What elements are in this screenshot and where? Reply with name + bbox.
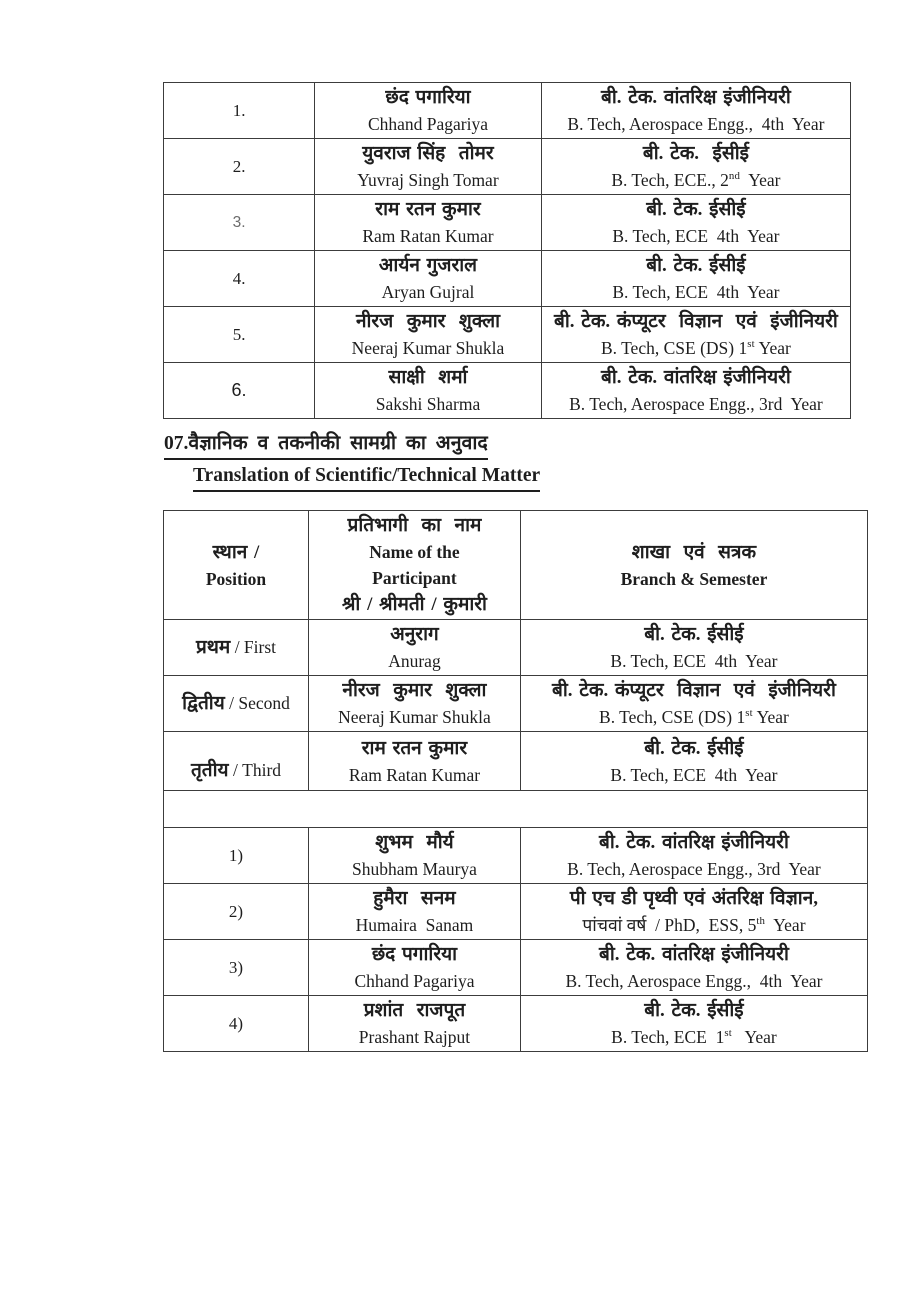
name-english: Chhand Pagariya (354, 971, 475, 991)
position-english: / First (230, 637, 277, 657)
branch-hindi: बी. टेक. वांतरिक्ष इंजीनियरी (600, 367, 791, 388)
branch-english: B. Tech, ECE., 2nd Year (611, 170, 781, 190)
branch-hindi: बी. टेक. ईसीई (644, 1000, 744, 1021)
branch-hindi: बी. टेक. ईसीई (644, 624, 744, 645)
branch-hindi: बी. टेक. वांतरिक्ष इंजीनियरी (599, 832, 789, 853)
branch-header-hindi: शाखा एवं सत्रक (631, 541, 757, 563)
branch-hindi: बी. टेक. वांतरिक्ष इंजीनियरी (600, 87, 791, 108)
name-english: Ram Ratan Kumar (348, 764, 481, 785)
branch-english: B. Tech, ECE 4th Year (612, 282, 780, 302)
name-english: Chhand Pagariya (367, 114, 488, 134)
name-hindi: शुभम मौर्य (375, 832, 454, 853)
name-cell (315, 139, 542, 195)
name-cell (315, 307, 542, 363)
table-row (164, 307, 851, 363)
name-hindi: युवराज सिंह तोमर (362, 143, 494, 164)
branch-cell (520, 996, 867, 1052)
branch-english: B. Tech, ECE 1st Year (611, 1027, 777, 1047)
name-english: Sakshi Sharma (375, 394, 481, 414)
name-hindi: प्रशांत राजपूत (363, 1000, 466, 1021)
position-hindi: द्वितीय (182, 693, 225, 714)
name-cell (315, 251, 542, 307)
branch-english: B. Tech, ECE 4th Year (612, 226, 780, 246)
name-hindi: नीरज कुमार शुक्ला (355, 311, 500, 332)
branch-cell (520, 884, 867, 940)
name-cell (309, 940, 521, 996)
name-hindi: अनुराग (390, 624, 439, 645)
table-row (164, 83, 851, 139)
name-english: Anurag (388, 651, 441, 671)
branch-english: B. Tech, ECE 4th Year (610, 651, 778, 671)
participant-header-cell (309, 511, 521, 620)
serial-cell: 5. (164, 307, 315, 363)
name-hindi: छंद पगारिया (371, 944, 458, 965)
position-english: / Second (224, 693, 290, 713)
branch-hindi: बी. टेक. वांतरिक्ष इंजीनियरी (599, 944, 789, 965)
name-cell (309, 884, 521, 940)
serial-cell: 3. (164, 195, 315, 251)
branch-hindi: बी. टेक. ईसीई (642, 143, 749, 164)
section-number: 07. (164, 433, 189, 454)
branch-hindi: बी. टेक. कंप्यूटर विज्ञान एवं इंजीनियरी (553, 311, 838, 332)
section-title-hindi-text: वैज्ञानिक व तकनीकी सामग्री का अनुवाद (188, 433, 488, 454)
name-cell (315, 363, 542, 419)
section-title-hindi (164, 430, 540, 460)
name-hindi: राम रतन कुमार (361, 737, 468, 759)
table-row (164, 828, 868, 884)
branch-english: B. Tech, Aerospace Engg., 3rd Year (567, 859, 821, 879)
table-row (164, 251, 851, 307)
name-english: Neeraj Kumar Shukla (338, 707, 491, 727)
name-hindi: राम रतन कुमार (375, 199, 481, 220)
section-title-english-text: Translation of Scientific/Technical Matter (193, 463, 540, 492)
branch-cell (520, 676, 867, 732)
serial-cell: 2) (164, 884, 309, 940)
position-cell (164, 732, 309, 791)
name-hindi: हुमैरा सनम (373, 888, 456, 909)
name-hindi: छंद पगारिया (385, 87, 471, 108)
branch-cell (520, 732, 867, 791)
name-cell (309, 732, 521, 791)
participant-header-honorifics: श्री / श्रीमती / कुमारी (341, 594, 487, 615)
name-hindi: साक्षी शर्मा (388, 367, 468, 388)
name-english: Neeraj Kumar Shukla (351, 338, 505, 358)
spacer-cell (164, 791, 868, 828)
name-english: Ram Ratan Kumar (362, 226, 494, 246)
branch-hindi: बी. टेक. ईसीई (646, 199, 746, 220)
position-cell (164, 620, 309, 676)
results-table-header-row (164, 511, 868, 620)
table-row (164, 363, 851, 419)
branch-cell (541, 251, 850, 307)
name-english: Prashant Rajput (358, 1027, 471, 1047)
table-row (164, 676, 868, 732)
branch-english: पांचवां वर्ष / PhD, ESS, 5th Year (582, 915, 806, 935)
position-header-hindi: स्थान / (212, 541, 260, 563)
branch-header-cell (520, 511, 867, 620)
serial-cell: 6. (164, 363, 315, 419)
branch-cell (520, 940, 867, 996)
name-english: Yuvraj Singh Tomar (357, 170, 499, 190)
branch-cell (520, 620, 867, 676)
branch-english: B. Tech, Aerospace Engg., 3rd Year (569, 394, 823, 414)
branch-hindi: बी. टेक. कंप्यूटर विज्ञान एवं इंजीनियरी (552, 680, 836, 701)
table-row (164, 732, 868, 791)
branch-english: B. Tech, Aerospace Engg., 4th Year (565, 971, 823, 991)
branch-header-english: Branch & Semester (620, 568, 768, 589)
name-hindi: आर्यन गुजराल (378, 255, 478, 276)
serial-cell: 4) (164, 996, 309, 1052)
branch-cell (541, 139, 850, 195)
table-row (164, 195, 851, 251)
serial-cell: 2. (164, 139, 315, 195)
position-header-cell (164, 511, 309, 620)
participants-table-top (163, 82, 851, 419)
branch-english: B. Tech, CSE (DS) 1st Year (599, 707, 789, 727)
table-row (164, 884, 868, 940)
branch-english: B. Tech, Aerospace Engg., 4th Year (567, 114, 825, 134)
branch-hindi: बी. टेक. ईसीई (646, 255, 746, 276)
serial-cell: 1) (164, 828, 309, 884)
section-title-english (164, 463, 540, 492)
branch-cell (541, 83, 850, 139)
table-row (164, 620, 868, 676)
serial-cell: 4. (164, 251, 315, 307)
name-cell (315, 195, 542, 251)
name-cell (309, 620, 521, 676)
section-heading (164, 430, 540, 492)
name-english: Humaira Sanam (355, 915, 474, 935)
name-cell (309, 828, 521, 884)
name-cell (315, 83, 542, 139)
name-cell (309, 996, 521, 1052)
participant-header-english-2: Participant (372, 568, 457, 588)
position-hindi: प्रथम (195, 637, 231, 658)
spacer-row (164, 791, 868, 828)
branch-hindi: पी एच डी पृथ्वी एवं अंतरिक्ष विज्ञान, (569, 888, 818, 909)
participant-header-english-1: Name of the (369, 542, 460, 562)
branch-cell (520, 828, 867, 884)
branch-english: B. Tech, ECE 4th Year (610, 764, 778, 785)
name-cell (309, 676, 521, 732)
position-hindi: तृतीय (190, 760, 229, 781)
serial-cell: 3) (164, 940, 309, 996)
name-english: Aryan Gujral (381, 282, 475, 302)
table-row (164, 996, 868, 1052)
position-header-english: Position (205, 568, 267, 589)
branch-english: B. Tech, CSE (DS) 1st Year (600, 338, 791, 358)
branch-cell (541, 195, 850, 251)
branch-cell (541, 307, 850, 363)
serial-cell: 1. (164, 83, 315, 139)
position-cell (164, 676, 309, 732)
table-row (164, 940, 868, 996)
results-table (163, 510, 868, 1052)
participant-header-hindi: प्रतिभागी का नाम (347, 515, 482, 536)
position-english: / Third (228, 760, 282, 780)
branch-cell (541, 363, 850, 419)
name-hindi: नीरज कुमार शुक्ला (342, 680, 487, 701)
table-row (164, 139, 851, 195)
name-english: Shubham Maurya (352, 859, 477, 879)
branch-hindi: बी. टेक. ईसीई (644, 737, 744, 759)
